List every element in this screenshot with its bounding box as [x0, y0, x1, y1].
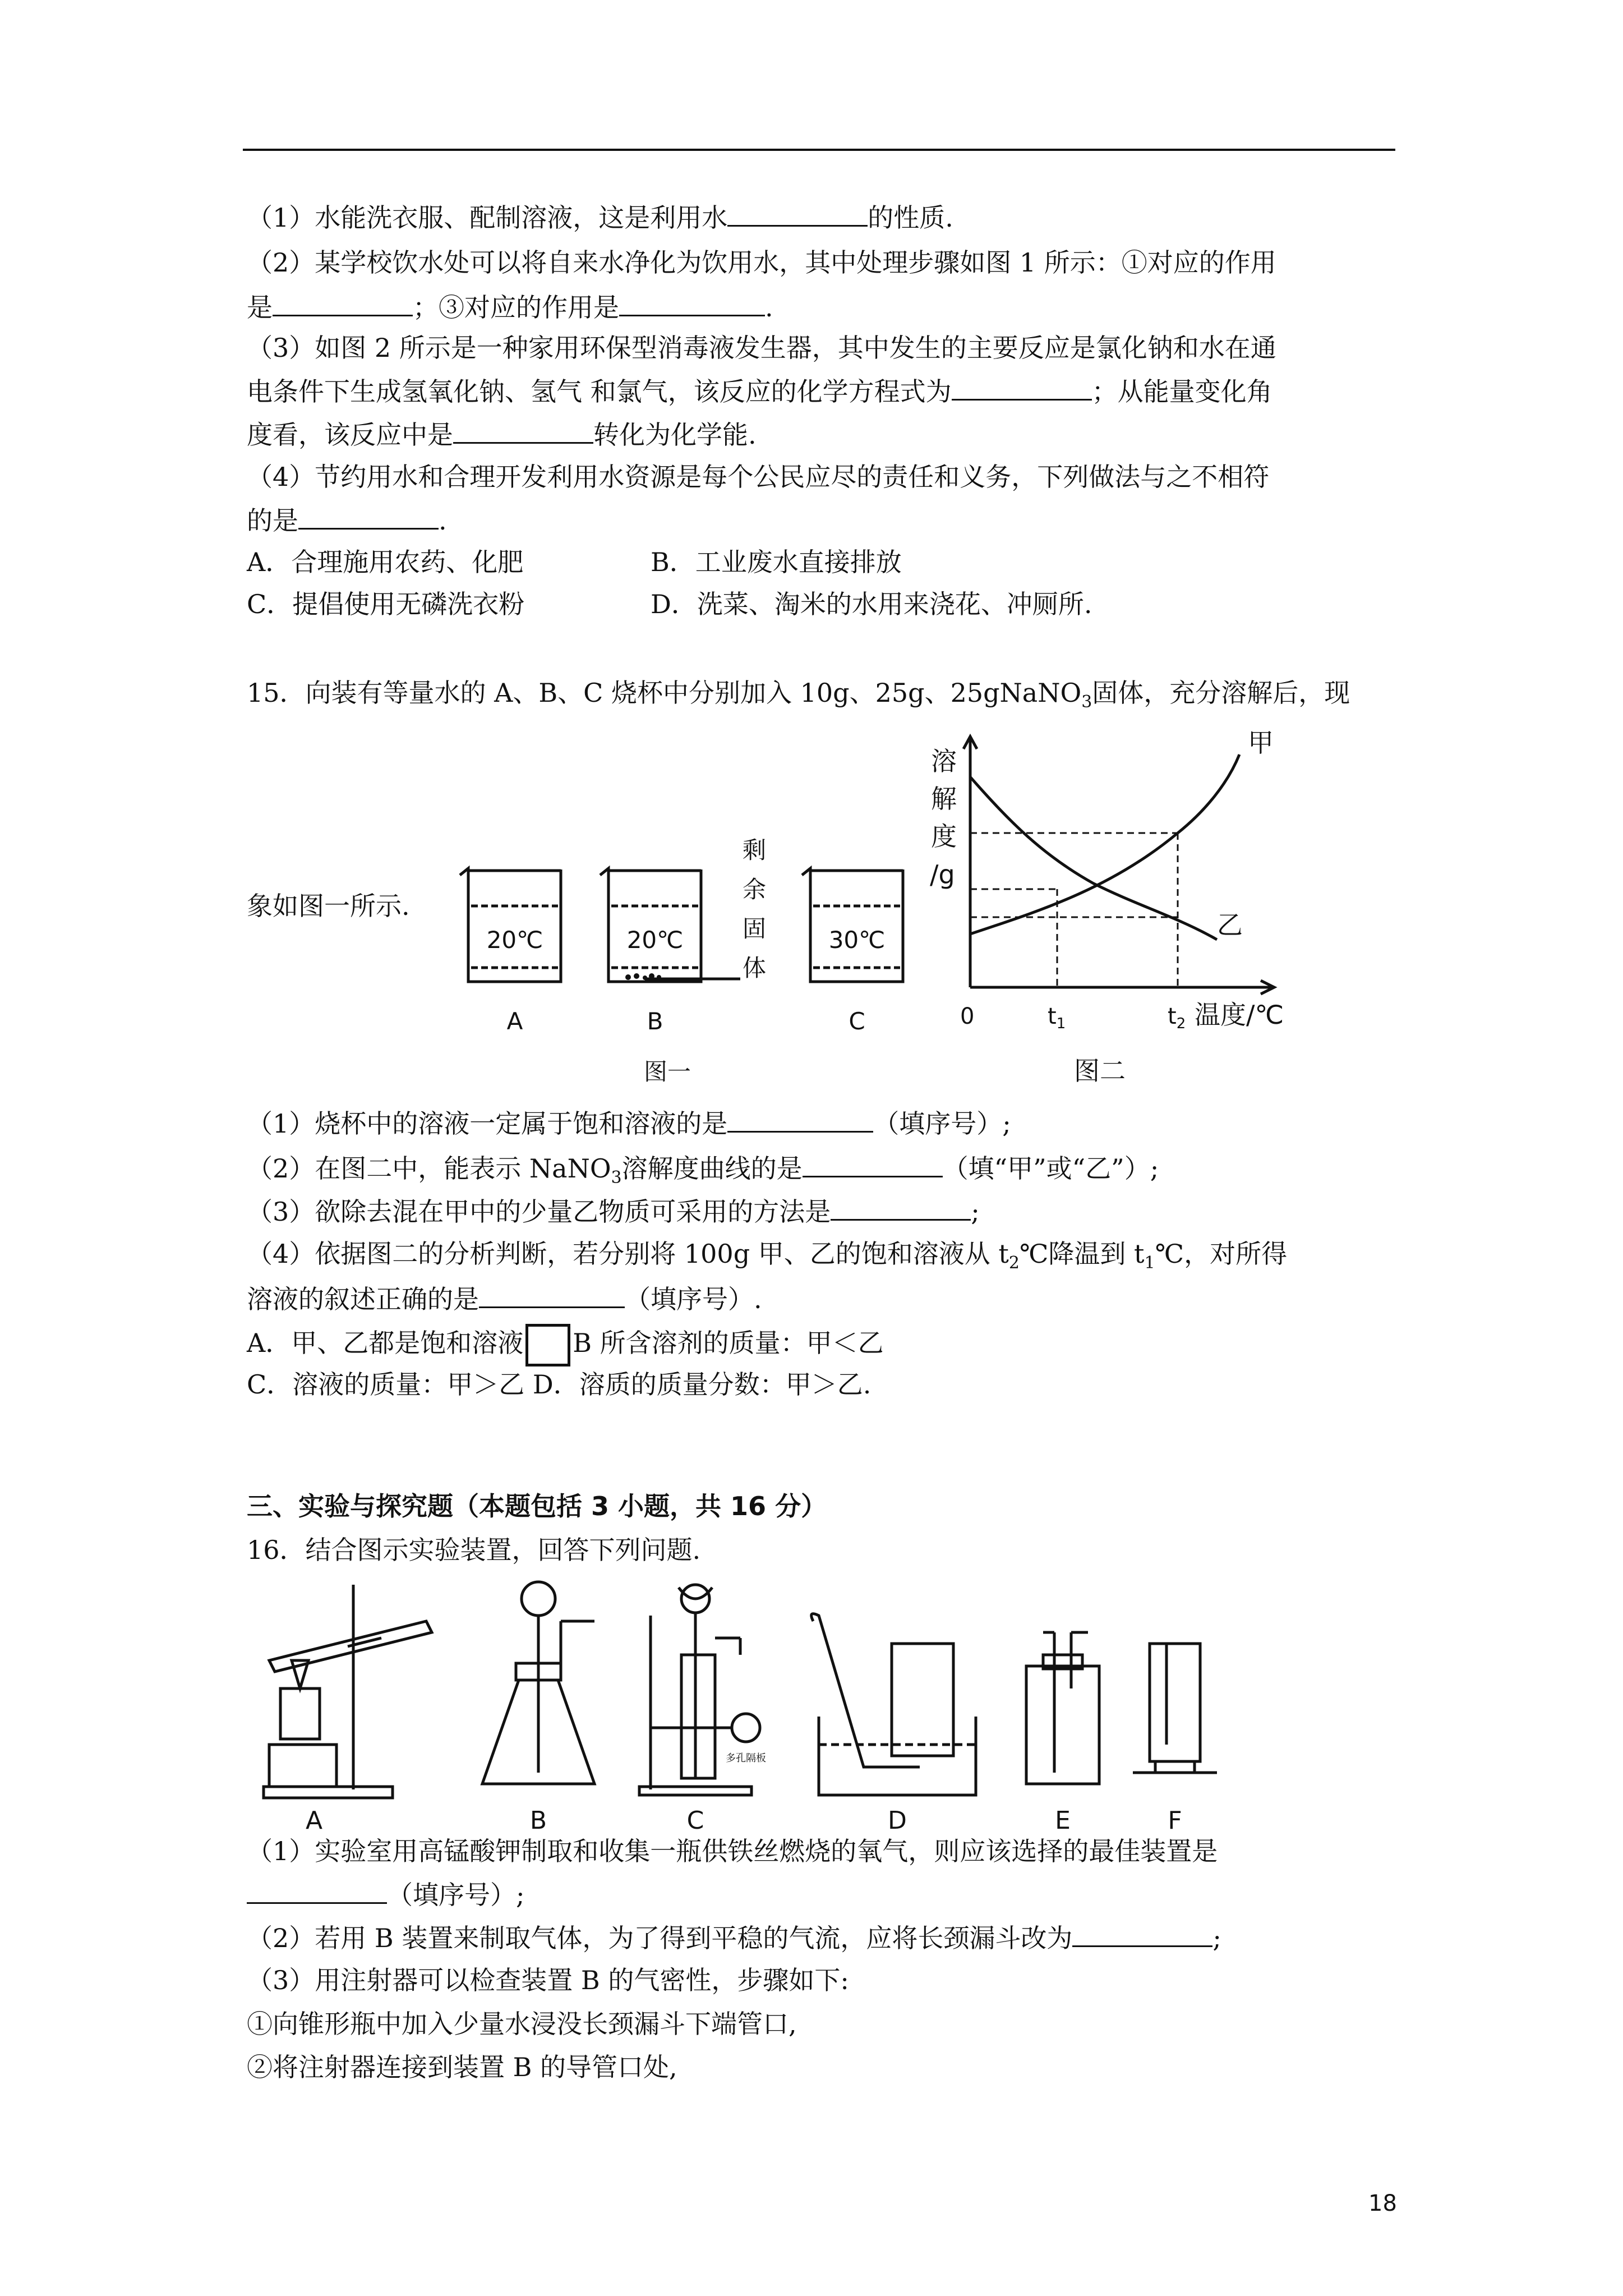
- q15-intro2-text: 象如图一所示.: [247, 891, 410, 921]
- q15-s1-tail: （填序号）;: [873, 1108, 1011, 1139]
- q15-intro2: [247, 889, 410, 923]
- apparatus-label-c: C: [686, 1806, 704, 1834]
- answer-blank[interactable]: [479, 1281, 625, 1308]
- t2-label: $t_2$: [1168, 1004, 1186, 1032]
- answer-blank[interactable]: [619, 289, 765, 316]
- apparatus-label-d: D: [888, 1806, 907, 1834]
- q14-p2-prefix: 是: [247, 292, 273, 323]
- apparatus-label-f: F: [1168, 1806, 1182, 1834]
- answer-box[interactable]: [525, 1324, 570, 1366]
- q15-sub1: [247, 1105, 1011, 1140]
- q15-s2-text: （2）在图二中，能表示 NaNO: [247, 1153, 611, 1184]
- q14-option-a: A．合理施用农药、化肥: [247, 547, 524, 577]
- beaker-c-temp: 30℃: [828, 926, 886, 954]
- apparatus-f: [1133, 1644, 1217, 1773]
- answer-blank[interactable]: [727, 199, 868, 227]
- q16-step2: [247, 2050, 677, 2084]
- q14-options-row2: [247, 587, 524, 621]
- q16-step1-text: ①向锥形瓶中加入少量水浸没长颈漏斗下端管口,: [247, 2009, 797, 2039]
- apparatus-b: [482, 1582, 594, 1784]
- ylabel-1: 溶: [931, 746, 957, 776]
- q15-intro-text: 15．向装有等量水的 A、B、C 烧杯中分别加入 10g、25g、25gNaNO: [247, 678, 1082, 708]
- lab-apparatus-figure: [247, 1576, 1312, 1834]
- ylabel-2: 解: [931, 784, 957, 814]
- q14-option-b: B．工业废水直接排放: [651, 547, 902, 577]
- apparatus-label-b: B: [529, 1806, 547, 1834]
- residue-label-3: 固: [742, 915, 767, 942]
- q15-s4-sub2: 1: [1144, 1253, 1155, 1273]
- answer-blank[interactable]: [298, 502, 439, 530]
- apparatus-d: [811, 1614, 976, 1795]
- q14-part1: [247, 199, 953, 234]
- q15-s2-mid: 溶解度曲线的是: [621, 1153, 803, 1184]
- answer-blank[interactable]: [1072, 1920, 1212, 1947]
- residue-label-2: 余: [742, 876, 767, 903]
- beaker-b-temp: 20℃: [626, 926, 684, 954]
- q16-sub1-line2: [247, 1876, 525, 1912]
- q15-s3-tail: ;: [971, 1197, 980, 1227]
- q15-sub3: [247, 1193, 980, 1228]
- q16-s1-text: （1）实验室用高锰酸钾制取和收集一瓶供铁丝燃烧的氧气，则应该选择的最佳装置是: [247, 1836, 1218, 1866]
- q14-option-c: C．提倡使用无磷洗衣粉: [247, 589, 525, 619]
- q14-p1-text: （1）水能洗衣服、配制溶液，这是利用水: [247, 203, 728, 233]
- x-axis-label: 温度/℃: [1195, 1000, 1284, 1030]
- q16-s2-text: （2）若用 B 装置来制取气体，为了得到平稳的气流，应将长颈漏斗改为: [247, 1923, 1073, 1953]
- q15-options-row2: [247, 1368, 871, 1401]
- beaker-a-temp: 20℃: [486, 926, 543, 954]
- curve-yi-label: 乙: [1217, 910, 1243, 940]
- q16-intro-text: 16．结合图示实验装置，回答下列问题.: [247, 1535, 701, 1565]
- section-3-heading: [247, 1489, 827, 1523]
- origin-label: 0: [960, 1004, 975, 1029]
- answer-blank[interactable]: [273, 289, 413, 316]
- apparatus-label-a: A: [305, 1806, 323, 1834]
- beaker-c-label: C: [849, 1007, 865, 1035]
- ylabel-3: 度: [931, 821, 957, 852]
- q15-options-row1: [247, 1324, 884, 1366]
- q15-s4-tail: ℃，对所得: [1155, 1239, 1288, 1269]
- q16-sub3: [247, 1963, 849, 1997]
- q14-part3-line3: [247, 416, 757, 452]
- q14-p2-text: （2）某学校饮水处可以将自来水净化为饮用水，其中处理步骤如图 1 所示：①对应的作用: [247, 247, 1276, 278]
- beaker-b: [600, 868, 740, 982]
- curve-jia: [970, 754, 1239, 934]
- q15-s3-text: （3）欲除去混在甲中的少量乙物质可采用的方法是: [247, 1197, 831, 1227]
- q16-s1-tail: （填序号）;: [387, 1880, 525, 1910]
- q14-p2-end: .: [765, 292, 773, 323]
- q15-s2-sub: 3: [611, 1168, 622, 1188]
- q14-options-row1: [247, 545, 523, 579]
- q14-option-d: D．洗菜、淘米的水用来浇花、冲厕所.: [651, 589, 1092, 619]
- figure-2-caption: 图二: [1074, 1056, 1126, 1086]
- porous-plate-note: 多孔隔板: [726, 1752, 766, 1764]
- q15-option-b: B 所含溶剂的质量：甲＜乙: [573, 1328, 884, 1358]
- q14-part3-line1: [247, 331, 1276, 365]
- q15-sub2: [247, 1150, 1159, 1195]
- q16-s2-tail: ;: [1212, 1923, 1221, 1953]
- q14-p2-mid: ；③对应的作用是: [413, 292, 619, 323]
- q14-part2-line2: [247, 289, 773, 324]
- residue-label-1: 剩: [742, 836, 767, 864]
- answer-blank[interactable]: [453, 416, 593, 444]
- q14-p3-text3: ；从能量变化角: [1091, 376, 1272, 407]
- q14-p3-text4: 度看，该反应中是: [247, 420, 453, 450]
- q15-intro: [247, 676, 1350, 719]
- q15-option-cd: C．溶液的质量：甲＞乙 D．溶质的质量分数：甲＞乙.: [247, 1369, 872, 1400]
- q14-part2-line1: [247, 246, 1276, 279]
- q15-intro-tail: 固体，充分溶解后，现: [1092, 678, 1350, 708]
- q14-p3-text5: 转化为化学能.: [593, 420, 757, 450]
- t1-label: $t_1$: [1048, 1004, 1066, 1032]
- curve-jia-label: 甲: [1248, 728, 1274, 758]
- beaker-c: [802, 868, 903, 982]
- q15-s4b-text: 溶液的叙述正确的是: [247, 1284, 479, 1314]
- header-rule: [243, 149, 1395, 151]
- q14-part4-line2: [247, 502, 447, 537]
- q14-options-row2b: [651, 587, 1092, 621]
- apparatus-a: [264, 1585, 432, 1798]
- q16-sub1-line1: [247, 1834, 1218, 1868]
- q16-step2-text: ②将注射器连接到装置 B 的导管口处,: [247, 2052, 677, 2082]
- apparatus-e: [1026, 1632, 1099, 1784]
- apparatus-label-e: E: [1055, 1806, 1071, 1834]
- page-number: 18: [1368, 2191, 1397, 2216]
- q15-sub4-line1: [247, 1237, 1287, 1280]
- q15-s1-text: （1）烧杯中的溶液一定属于饱和溶液的是: [247, 1108, 728, 1139]
- q15-s4-text: （4）依据图二的分析判断，若分别将 100g 甲、乙的饱和溶液从 t: [247, 1239, 1009, 1269]
- q15-s4-sub1: 2: [1008, 1253, 1020, 1273]
- ylabel-4: /g: [930, 859, 955, 890]
- answer-blank[interactable]: [247, 1876, 387, 1904]
- q14-part3-line2: [247, 373, 1272, 408]
- beaker-a: [460, 868, 561, 982]
- q14-options-row1b: [651, 545, 902, 579]
- beaker-b-label: B: [647, 1007, 663, 1035]
- figure-1-caption: 图一: [643, 1058, 691, 1085]
- q14-p3-text2: 电条件下生成氢氧化钠、氢气 和氯气，该反应的化学方程式为: [247, 376, 952, 407]
- curve-yi: [970, 777, 1217, 940]
- q16-s3-text: （3）用注射器可以检查装置 B 的气密性，步骤如下:: [247, 1965, 849, 1995]
- figure-1-beakers: [443, 836, 959, 1088]
- q15-sub4-line2: [247, 1281, 762, 1316]
- q15-s4-mid: ℃降温到 t: [1019, 1239, 1145, 1269]
- beaker-a-label: A: [506, 1007, 523, 1035]
- q15-option-a: A．甲、乙都是饱和溶液: [247, 1328, 524, 1358]
- answer-blank[interactable]: [952, 373, 1092, 401]
- q14-p1-tail: 的性质.: [868, 203, 953, 233]
- q14-p4-end: .: [439, 505, 447, 536]
- q14-part4-line1: [247, 460, 1269, 494]
- q16-intro: [247, 1533, 700, 1567]
- q16-step1: [247, 2007, 797, 2041]
- answer-blank[interactable]: [727, 1105, 873, 1133]
- q14-p4-text: （4）节约用水和合理开发利用水资源是每个公民应尽的责任和义务，下列做法与之不相符: [247, 462, 1270, 492]
- q15-s2-tail: （填“甲”或“乙”）;: [942, 1153, 1159, 1184]
- q15-s4c-text: （填序号）.: [625, 1284, 762, 1314]
- q14-p4-prefix: 的是: [247, 505, 298, 536]
- q14-p3-text: （3）如图 2 所示是一种家用环保型消毒液发生器，其中发生的主要反应是氯化钠和水在通: [247, 333, 1276, 363]
- section-3-heading-text: 三、实验与探究题（本题包括 3 小题，共 16 分）: [247, 1491, 827, 1521]
- residue-label-4: 体: [742, 954, 767, 982]
- answer-blank[interactable]: [803, 1150, 943, 1177]
- figure-2-solubility-chart: [925, 726, 1318, 1088]
- answer-blank[interactable]: [831, 1193, 971, 1221]
- q16-sub2: [247, 1920, 1221, 1955]
- q15-intro-sub: 3: [1081, 692, 1092, 712]
